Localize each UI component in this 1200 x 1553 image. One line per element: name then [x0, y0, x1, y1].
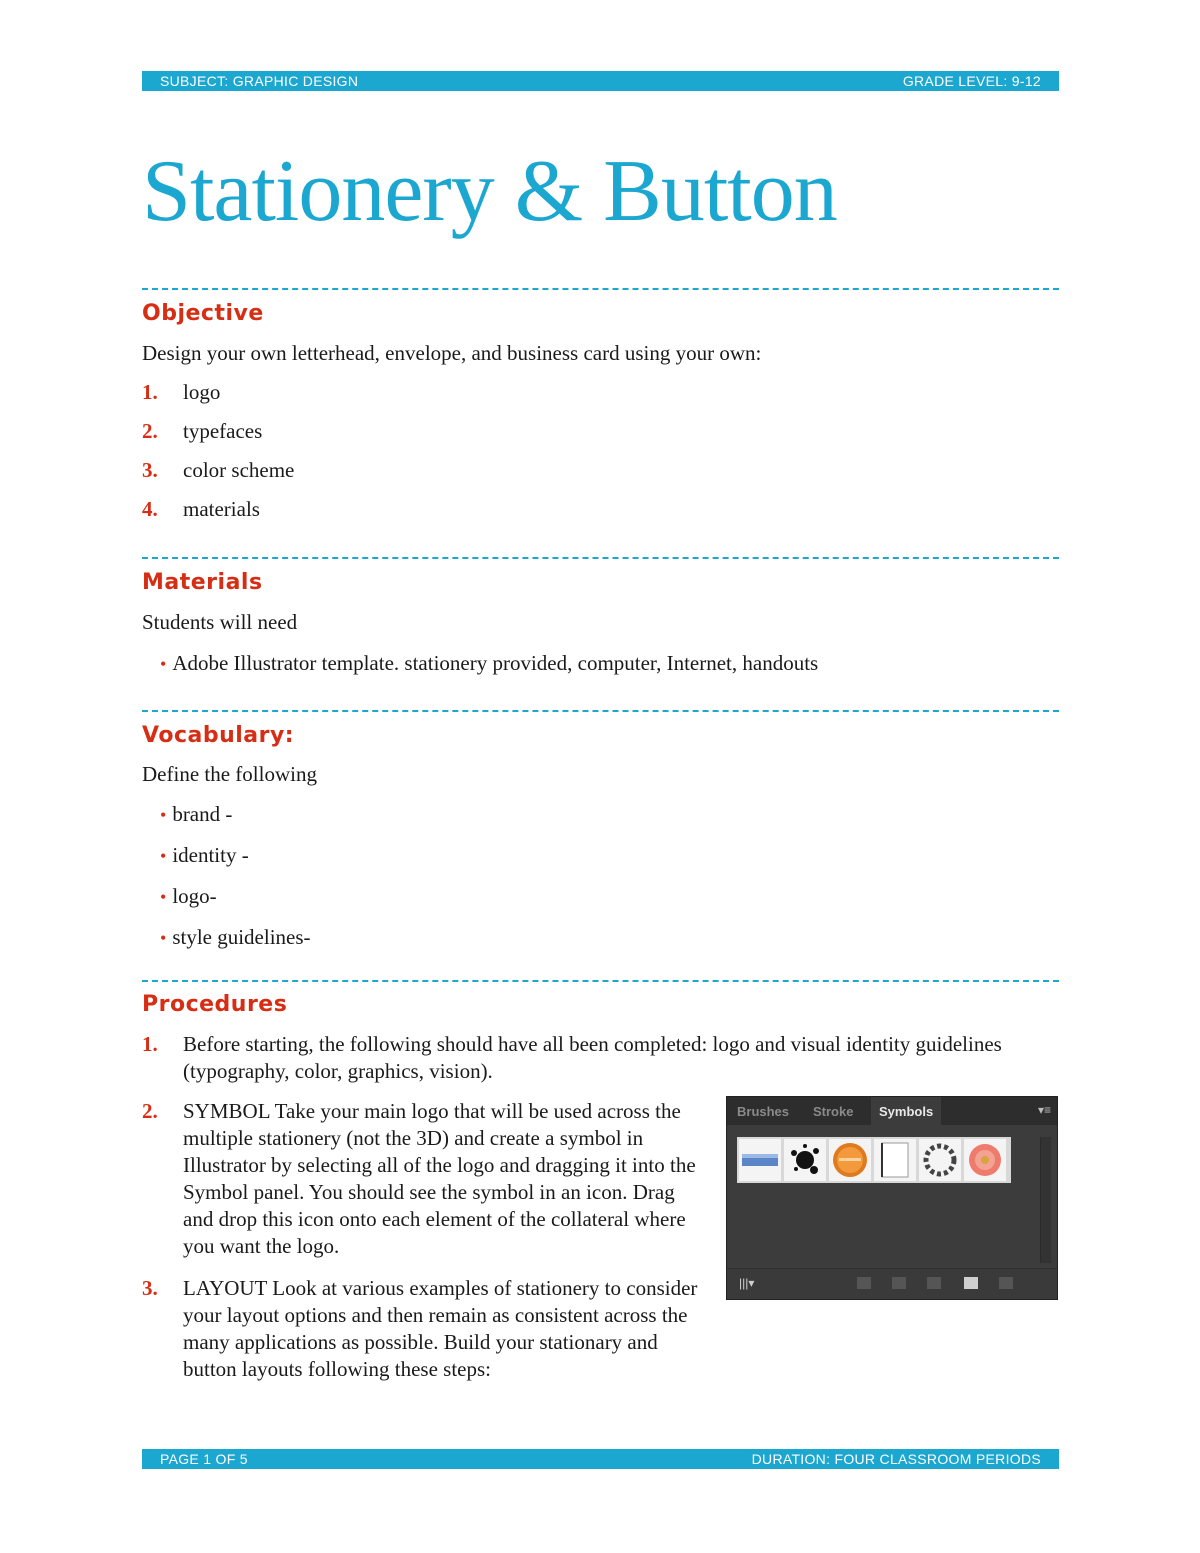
symbols-panel-screenshot	[726, 1096, 1058, 1300]
materials-intro: Students will need	[142, 610, 298, 634]
procedure-step: 1. Before starting, the following should have all been completed: logo and visual identity guidelines (typography, color, graphics, vision).	[142, 1032, 1002, 1083]
symbol-options-icon[interactable]	[927, 1277, 941, 1289]
header-bar	[142, 71, 1059, 91]
section-divider	[142, 288, 1059, 290]
section-divider	[142, 710, 1059, 712]
delete-symbol-icon[interactable]	[999, 1277, 1013, 1289]
vocabulary-intro: Define the following	[142, 762, 317, 786]
new-symbol-icon[interactable]	[964, 1277, 978, 1289]
panel-tab-bar	[727, 1097, 1057, 1125]
vocabulary-heading: Vocabulary:	[142, 723, 295, 748]
ring-symbol-icon[interactable]	[919, 1139, 961, 1181]
list-item: 4. materials	[142, 497, 260, 521]
panel-menu-icon[interactable]: ▾≡	[1037, 1103, 1051, 1117]
bullet-icon: •	[160, 805, 167, 825]
objective-heading: Objective	[142, 301, 264, 326]
sheet-symbol-icon[interactable]	[874, 1139, 916, 1181]
panel-scrollbar[interactable]	[1040, 1137, 1051, 1263]
list-item: • logo-	[160, 884, 217, 908]
bullet-icon: •	[160, 654, 167, 674]
tab-brushes[interactable]: Brushes	[737, 1104, 790, 1119]
symbol-swatches	[737, 1137, 1011, 1183]
bullet-icon: •	[160, 846, 167, 866]
objective-list	[142, 379, 1059, 523]
materials-list	[160, 643, 818, 684]
bullet-icon: •	[160, 887, 167, 907]
list-item: 3. color scheme	[142, 458, 295, 482]
list-item: • Adobe Illustrator template. stationery provided, computer, Internet, handouts	[160, 651, 819, 675]
procedures-heading: Procedures	[142, 992, 288, 1017]
list-item: • brand -	[160, 802, 233, 826]
list-item: 2. typefaces	[142, 419, 263, 443]
procedure-step: 3. LAYOUT Look at various examples of stationery to consider your layout options and then remain as consistent across the many applications as possible. Build your stationary and button layouts following these steps:	[142, 1276, 698, 1381]
subject-label: SUBJECT: GRAPHIC DESIGN	[160, 73, 359, 89]
objective-intro: Design your own letterhead, envelope, and business card using your own:	[142, 341, 762, 365]
page-title: Stationery & Button	[142, 143, 837, 240]
section-divider	[142, 980, 1059, 982]
tab-stroke[interactable]: Stroke	[813, 1104, 854, 1119]
duration-label: DURATION: FOUR CLASSROOM PERIODS	[751, 1451, 1041, 1467]
list-item: • style guidelines-	[160, 925, 311, 949]
vocabulary-list	[160, 794, 311, 958]
ink-splatter-symbol-icon[interactable]	[784, 1139, 826, 1181]
materials-heading: Materials	[142, 570, 263, 595]
page-number: PAGE 1 OF 5	[160, 1451, 248, 1467]
flower-symbol-icon[interactable]	[964, 1139, 1006, 1181]
bullet-icon: •	[160, 928, 167, 948]
symbol-library-icon[interactable]: |||▾	[739, 1276, 755, 1290]
break-link-icon[interactable]	[892, 1277, 906, 1289]
blue-gradient-bar-symbol-icon[interactable]	[739, 1139, 781, 1181]
procedure-step: 2. SYMBOL Take your main logo that will be used across the multiple stationery (not the 3D) and create a symbol in Illustrator by selecting all of the logo and dragging it into the Symbol panel. You should see the symbol in an icon. Drag and drop this icon onto each element of the collateral where you want the logo.	[142, 1099, 696, 1258]
section-divider	[142, 557, 1059, 559]
place-symbol-icon[interactable]	[857, 1277, 871, 1289]
orange-button-symbol-icon[interactable]	[829, 1139, 871, 1181]
tab-symbols[interactable]: Symbols	[871, 1097, 941, 1127]
list-item: • identity -	[160, 843, 249, 867]
list-item: 1. logo	[142, 380, 221, 404]
panel-footer	[727, 1268, 1057, 1299]
grade-level-label: GRADE LEVEL: 9-12	[902, 73, 1041, 89]
footer-bar	[142, 1449, 1059, 1469]
